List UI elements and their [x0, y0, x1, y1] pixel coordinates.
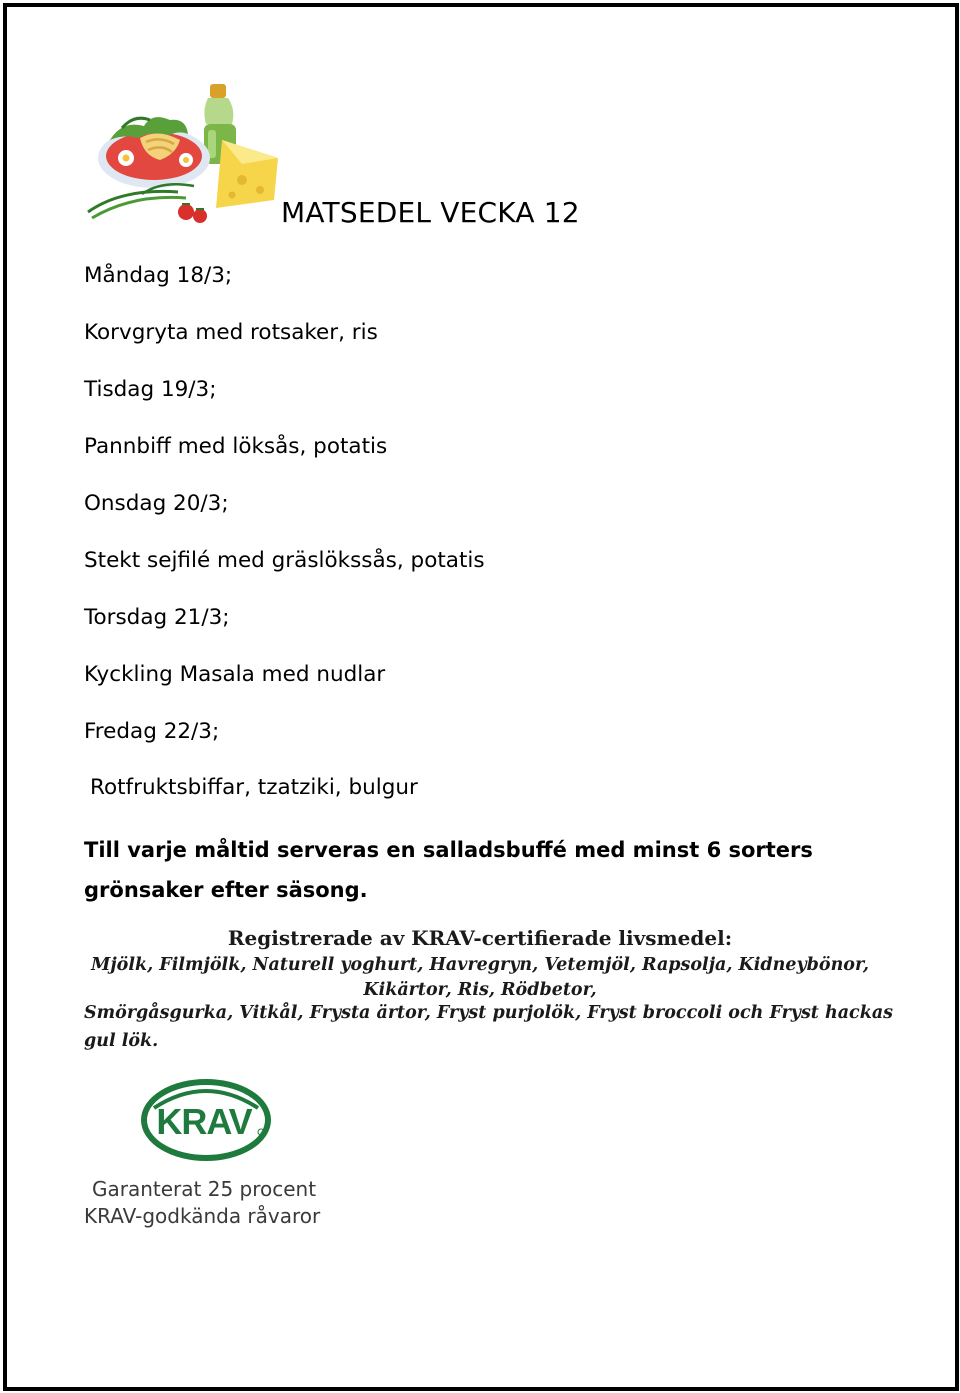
- food-illustration-icon: [82, 80, 282, 230]
- menu-day-tuesday: Tisdag 19/3;: [84, 377, 217, 402]
- menu-dish-monday: Korvgryta med rotsaker, ris: [84, 320, 378, 345]
- krav-caption-line-1: Garanterat 25 procent: [92, 1177, 317, 1201]
- menu-day-wednesday: Onsdag 20/3;: [84, 491, 229, 516]
- krav-ingredients-line-2: Kikärtor, Ris, Rödbetor,: [363, 980, 597, 1000]
- menu-day-thursday: Torsdag 21/3;: [84, 605, 230, 630]
- krav-heading: Registrerade av KRAV-certifierade livsmedel:: [227, 926, 733, 950]
- krav-ingredients-line-1: Mjölk, Filmjölk, Naturell yoghurt, Havregryn, Vetemjöl, Rapsolja, Kidneybönor,: [90, 955, 870, 975]
- menu-day-friday: Fredag 22/3;: [84, 719, 220, 744]
- menu-dish-thursday: Kyckling Masala med nudlar: [84, 662, 386, 687]
- menu-dish-friday: Rotfruktsbiffar, tzatziki, bulgur: [90, 775, 418, 800]
- krav-ingredients-line-4: gul lök.: [84, 1031, 159, 1051]
- menu-dish-tuesday: Pannbiff med löksås, potatis: [84, 434, 388, 459]
- menu-day-monday: Måndag 18/3;: [84, 263, 233, 288]
- page-title: MATSEDEL VECKA 12: [281, 196, 580, 229]
- menu-dish-wednesday: Stekt sejfilé med gräslökssås, potatis: [84, 548, 485, 573]
- krav-ingredients-line-3: Smörgåsgurka, Vitkål, Frysta ärtor, Fryst purjolök, Fryst broccoli och Fryst hackas: [84, 1003, 894, 1023]
- krav-logo-icon: [140, 1078, 272, 1162]
- krav-logo-text: KRAV: [156, 1101, 252, 1142]
- salad-buffet-note: Till varje måltid serveras en salladsbuffé med minst 6 sorters grönsaker efter säsong.: [84, 838, 813, 902]
- krav-caption-line-2: KRAV-godkända råvaror: [84, 1204, 321, 1228]
